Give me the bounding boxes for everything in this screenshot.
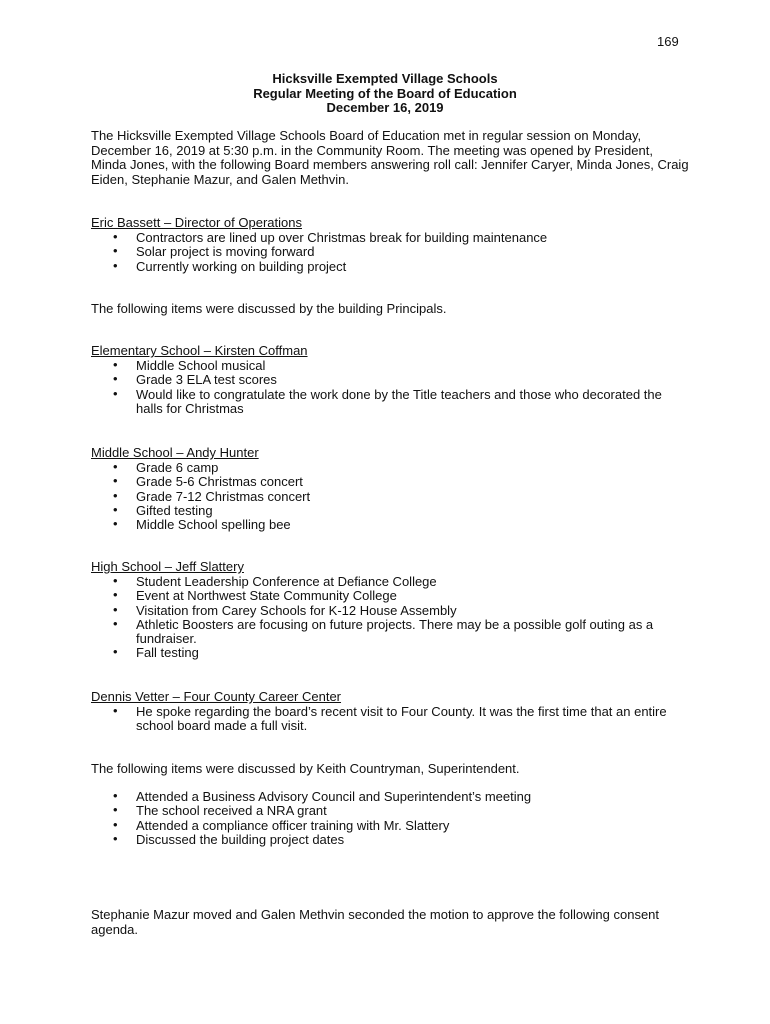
list-item: • Contractors are lined up over Christmas break for building maintenance (91, 231, 691, 245)
motion-paragraph: Stephanie Mazur moved and Galen Methvin seconded the motion to approve the following consent agenda. (91, 907, 660, 937)
meeting-date: December 16, 2019 (326, 100, 444, 115)
list-item: • Student Leadership Conference at Defiance College (91, 575, 691, 589)
list-item: • Middle School musical (91, 359, 691, 373)
principals-intro: The following items were discussed by the building Principals. (91, 301, 447, 316)
list-item: • Event at Northwest State Community College (91, 589, 691, 603)
high-school-heading: High School – Jeff Slattery (91, 559, 244, 574)
superintendent-list (91, 790, 691, 847)
career-center-list (91, 705, 691, 734)
middle-school-list (91, 461, 691, 532)
list-item: • Grade 3 ELA test scores (91, 373, 691, 387)
list-item: • Gifted testing (91, 504, 691, 518)
list-item: • Currently working on building project (91, 260, 691, 274)
list-item: • Grade 5-6 Christmas concert (91, 475, 691, 489)
elementary-list (91, 359, 691, 416)
document-header (0, 72, 770, 116)
intro-paragraph: The Hicksville Exempted Village Schools Board of Education met in regular session on Monday, December 16, 2019 at 5:30 p.m. in the Community Room. The meeting was opened by President, Minda Jones, with the following Board members answering roll call: Jennifer Caryer, Minda Jones, Craig Eiden, Stephanie Mazur, and Galen Methvin. (91, 128, 689, 187)
operations-list (91, 231, 691, 274)
career-center-heading: Dennis Vetter – Four County Career Center (91, 689, 342, 704)
list-item: • Middle School spelling bee (91, 518, 691, 532)
list-item: • Grade 7-12 Christmas concert (91, 490, 691, 504)
list-item: • Solar project is moving forward (91, 245, 691, 259)
list-item: • Discussed the building project dates (91, 833, 691, 847)
list-item: • Attended a compliance officer training with Mr. Slattery (91, 819, 691, 833)
list-item: • Visitation from Carey Schools for K-12 House Assembly (91, 604, 691, 618)
list-item: • Fall testing (91, 646, 691, 660)
list-item: • The school received a NRA grant (91, 804, 691, 818)
list-item: • Attended a Business Advisory Council and Superintendent’s meeting (91, 790, 691, 804)
district-title: Hicksville Exempted Village Schools (272, 71, 498, 86)
list-item: • Athletic Boosters are focusing on future projects. There may be a possible golf outing as a fundraiser. (91, 618, 691, 647)
middle-school-heading: Middle School – Andy Hunter (91, 445, 259, 460)
list-item: • Would like to congratulate the work done by the Title teachers and those who decorated the halls for Christmas (91, 388, 691, 417)
list-item: • Grade 6 camp (91, 461, 691, 475)
list-item: • He spoke regarding the board’s recent visit to Four County. It was the first time that an entire school board made a full visit. (91, 705, 691, 734)
operations-heading: Eric Bassett – Director of Operations (91, 215, 302, 230)
elementary-heading: Elementary School – Kirsten Coffman (91, 343, 308, 358)
meeting-title: Regular Meeting of the Board of Education (253, 85, 517, 101)
high-school-list (91, 575, 691, 661)
page-number: 169 (657, 34, 679, 49)
superintendent-intro: The following items were discussed by Keith Countryman, Superintendent. (91, 761, 520, 776)
